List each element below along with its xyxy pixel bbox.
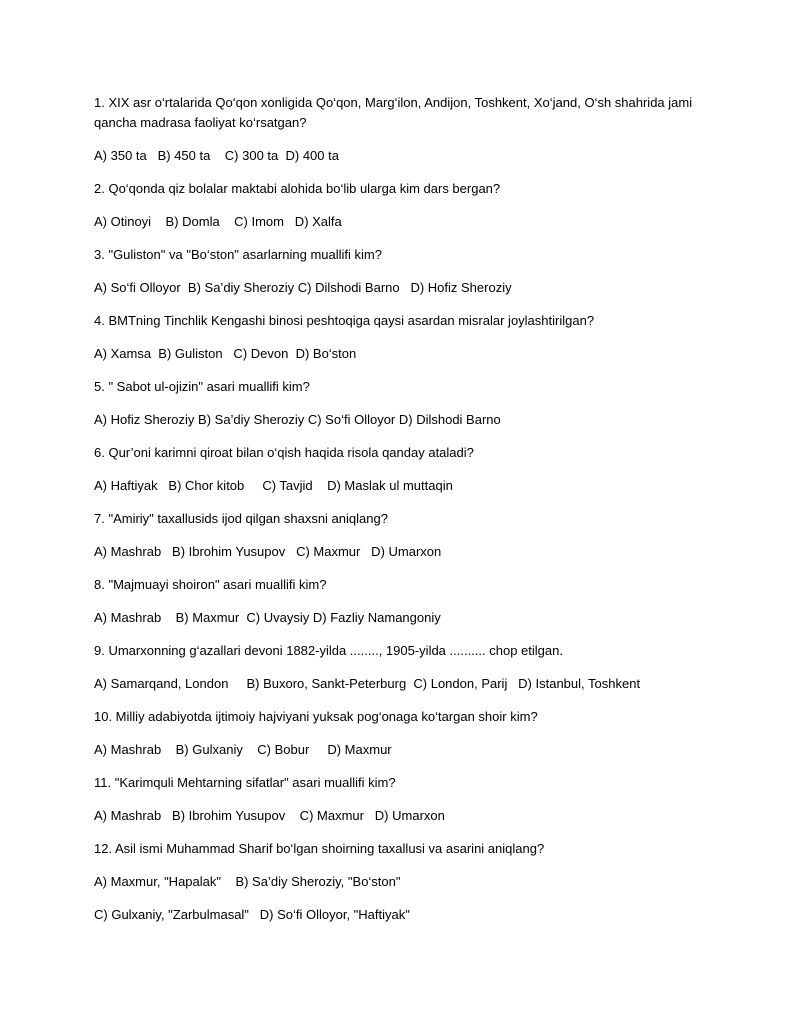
- question-12: 12. Asil ismi Muhammad Sharif bo‘lgan shoirning taxallusi va asarini aniqlang?: [94, 841, 545, 856]
- options-11: A) Mashrab B) Ibrohim Yusupov C) Maxmur D) Umarxon: [94, 808, 445, 823]
- question-1: 1. XIX asr o‘rtalarida Qo‘qon xonligida Qo‘qon, Marg‘ilon, Andijon, Toshkent, Xo‘jand, O‘sh shahrida jami qancha madrasa faoliyat ko‘rsatgan?: [94, 95, 693, 130]
- options-1: A) 350 ta B) 450 ta C) 300 ta D) 400 ta: [94, 148, 339, 163]
- question-11: 11. "Karimquli Mehtarning sifatlar" asari muallifi kim?: [94, 775, 396, 790]
- question-10: 10. Milliy adabiyotda ijtimoiy hajviyani yuksak pog‘onaga ko‘targan shoir kim?: [94, 709, 538, 724]
- question-9: 9. Umarxonning g‘azallari devoni 1882-yilda ........, 1905-yilda .......... chop etilgan.: [94, 643, 563, 658]
- options-9: A) Samarqand, London B) Buxoro, Sankt-Peterburg C) London, Parij D) Istanbul, Toshkent: [94, 676, 641, 691]
- options-4: A) Xamsa B) Guliston C) Devon D) Bo‘ston: [94, 346, 357, 361]
- options-6: A) Haftiyak B) Chor kitob C) Tavjid D) Maslak ul muttaqin: [94, 478, 453, 493]
- options-12-line-1: A) Maxmur, "Hapalak" B) Sa’diy Sheroziy, "Bo‘ston": [94, 874, 401, 889]
- question-8: 8. "Majmuayi shoiron" asari muallifi kim?: [94, 577, 327, 592]
- quiz-content: [94, 93, 724, 925]
- options-8: A) Mashrab B) Maxmur C) Uvaysiy D) Fazliy Namangoniy: [94, 610, 441, 625]
- question-3: 3. "Guliston" va "Bo‘ston" asarlarning muallifi kim?: [94, 247, 382, 262]
- question-6: 6. Qur’oni karimni qiroat bilan o‘qish haqida risola qanday ataladi?: [94, 445, 474, 460]
- question-2: 2. Qo‘qonda qiz bolalar maktabi alohida bo‘lib ularga kim dars bergan?: [94, 181, 501, 196]
- options-7: A) Mashrab B) Ibrohim Yusupov C) Maxmur D) Umarxon: [94, 544, 442, 559]
- question-5: 5. " Sabot ul-ojizin" asari muallifi kim?: [94, 379, 310, 394]
- question-4: 4. BMTning Tinchlik Kengashi binosi peshtoqiga qaysi asardan misralar joylashtirilgan?: [94, 313, 595, 328]
- question-7: 7. "Amiriy" taxallusids ijod qilgan shaxsni aniqlang?: [94, 511, 388, 526]
- options-2: A) Otinoyi B) Domla C) Imom D) Xalfa: [94, 214, 342, 229]
- options-3: A) So‘fi Olloyor B) Sa’diy Sheroziy C) Dilshodi Barno D) Hofiz Sheroziy: [94, 280, 512, 295]
- options-5: A) Hofiz Sheroziy B) Sa’diy Sheroziy C) So‘fi Olloyor D) Dilshodi Barno: [94, 412, 501, 427]
- options-12-line-2: C) Gulxaniy, "Zarbulmasal" D) So‘fi Olloyor, "Haftiyak": [94, 907, 410, 922]
- options-10: A) Mashrab B) Gulxaniy C) Bobur D) Maxmur: [94, 742, 392, 757]
